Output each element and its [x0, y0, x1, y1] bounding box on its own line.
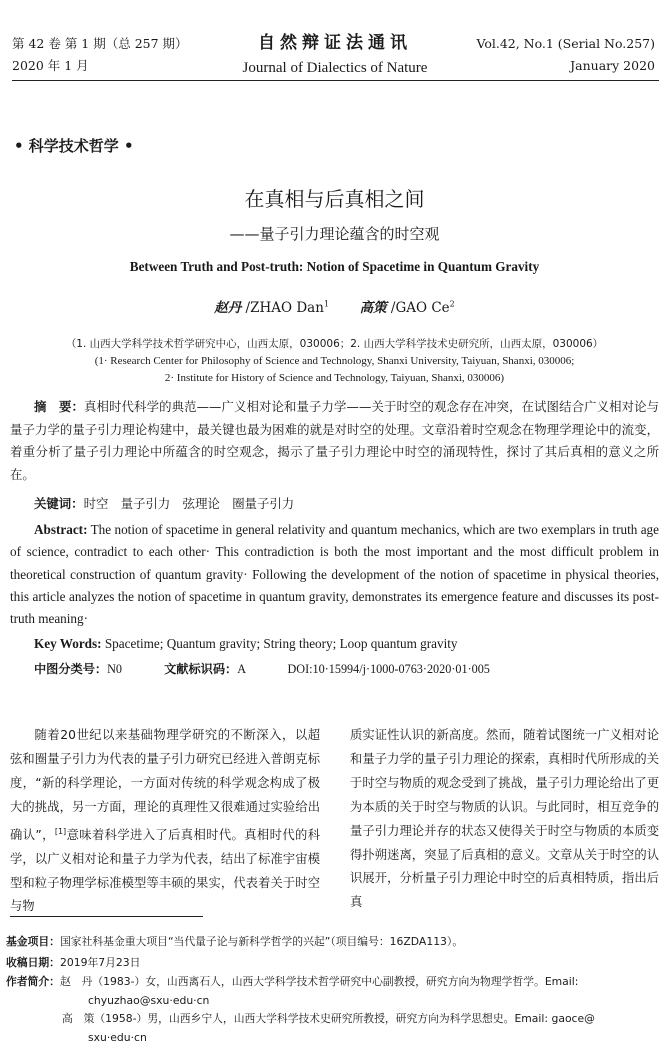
body-column-right: [350, 724, 659, 915]
clc-value: N0: [107, 662, 123, 676]
keywords-en-label: Key Words:: [34, 636, 102, 651]
title-en: Between Truth and Post-truth: Notion of Spacetime in Quantum Gravity: [129, 259, 540, 274]
keywords-cn-text: 时空 量子引力 弦理论 圈量子引力: [83, 496, 295, 511]
keywords-en: [34, 636, 458, 652]
abstract-en-text: The notion of spacetime in general relativity and quantum mechanics, which are two exemplars in truth age of science, contradict to each other· This contradiction is both the most important and the most difficult problem in theoretical construction of quantum gravity· Following the development of the notion of spacetime in physical theories, this article analyzes the notion of spacetime in quantum gravity, demonstrates its emergence feature and discusses its post-truth meaning·: [10, 522, 659, 627]
abstract-cn-label: 摘 要：: [34, 399, 85, 414]
keywords-cn: [34, 494, 294, 512]
bio-label: 作者简介：: [6, 975, 60, 988]
header-journal: [200, 32, 470, 78]
footnote-date: [6, 955, 659, 972]
body-column-left: [10, 724, 320, 919]
header-date: 2020 年 1 月: [12, 58, 89, 73]
fund-text: 国家社科基金重大项目“当代量子论与新科学哲学的兴起”（项目编号：16ZDA113）。: [59, 935, 464, 948]
body-left-text-a: 随着20世纪以来基础物理学研究的不断深入，以超弦和圈量子引力为代表的量子引力研究已经进入普朗克标度，“新的科学理论，一方面对传统的科学观念构成了极大的挑战，另一方面，理论的真理性又很难通过实验给出确认”，: [10, 728, 320, 842]
body-left-text-b: 意味着科学进入了后真相时代。真相时代的科学，以广义相对论和量子力学为代表，结出了标准宇宙模型和粒子物理学标准模型等丰硕的果实，代表着关于时空与物: [10, 827, 320, 914]
journal-name-en: Journal of Dialectics of Nature: [242, 60, 428, 76]
keywords-en-text: Spacetime; Quantum gravity; String theory; Loop quantum gravity: [104, 636, 458, 651]
abstract-cn: [10, 396, 659, 486]
author-1-cn: 赵丹: [214, 300, 242, 316]
doi: DOI:10·15994/j·1000-0763·2020·01·005: [287, 662, 490, 676]
section-label: • 科学技术哲学 •: [14, 137, 134, 155]
affiliation-cn: （1. 山西大学科学技术哲学研究中心，山西太原，030006；2. 山西大学科学技术史研究所，山西太原，030006）: [65, 338, 604, 350]
header-volume-en: Vol.42, No.1 (Serial No.257): [476, 36, 655, 51]
date-text: 2019年7月23日: [59, 956, 141, 969]
affiliation-en-2: 2· Institute for History of Science and Technology, Taiyuan, Shanxi, 030006): [164, 372, 505, 384]
title-cn: 在真相与后真相之间: [244, 187, 425, 211]
keywords-cn-label: 关键词：: [34, 496, 84, 511]
bio-1-email: chyuzhao@sxu·edu·cn: [88, 994, 210, 1007]
journal-logo: 自然辩证法通讯: [258, 33, 412, 53]
footnote-bio-1: [6, 974, 659, 991]
footnote-fund: [6, 934, 659, 951]
header-volume: 第 42 卷 第 1 期（总 257 期）: [12, 36, 188, 51]
body-right-text: 质实证性认识的新高度。然而，随着试图统一广义相对论和量子力学的量子引力理论的探索，真相时代所形成的关于时空与物质的观念受到了挑战，量子引力理论给出了更为本质的关于时空与物质的认识。与此同时，相互竞争的量子引力理论并存的状态又使得关于时空与物质的本质变得扑朔迷离，突显了后真相的意义。文章从关于时空的认识展开，分析量子引力理论中时空的后真相特质，指出后真: [350, 728, 659, 910]
clc-label: 中图分类号：: [34, 662, 108, 676]
doc-code-label: 文献标识码：: [164, 662, 238, 676]
abstract-en-label: Abstract:: [34, 522, 88, 537]
affiliation-en-1: (1· Research Center for Philosophy of Science and Technology, Shanxi University, Taiyuan, Shanxi, 030006;: [94, 355, 575, 367]
header-date-en: January 2020: [570, 58, 655, 73]
abstract-en: [10, 519, 659, 630]
doc-code-value: A: [237, 662, 246, 676]
author-2-sup: 2: [449, 299, 455, 309]
author-1-en: /ZHAO Dan: [245, 300, 324, 316]
author-1-sup: 1: [323, 299, 330, 309]
footnote-rule: [10, 916, 203, 917]
bio-2-text: 高 策（1958-）男，山西乡宁人，山西大学科学技术史研究所教授，研究方向为科学思想史。Email: gaoce@: [62, 1012, 595, 1025]
author-2-en: /GAO Ce: [390, 300, 450, 316]
fund-label: 基金项目：: [6, 935, 60, 948]
bio-1-text: 赵 丹（1983-）女，山西离石人，山西大学科学技术哲学研究中心副教授，研究方向为物理学哲学。Email:: [59, 975, 579, 988]
subtitle-cn: ——量子引力理论蕴含的时空观: [229, 225, 440, 243]
author-2-cn: 高策: [359, 300, 387, 316]
header-rule: [12, 80, 659, 81]
abstract-cn-text: 真相时代科学的典范——广义相对论和量子力学——关于时空的观念存在冲突，在试图结合广义相对论与量子力学的量子引力理论构建中，最关键也最为困难的就是对时空的处理。文章沿着时空观念在物理学理论中的流变，着重分析了量子引力理论中所蕴含的时空观念，揭示了量子引力理论中时空的涌现特性，探讨了其后真相的意义之所在。: [10, 399, 660, 482]
citation-1: [1]: [54, 826, 67, 836]
bio-2-email: sxu·edu·cn: [88, 1031, 147, 1044]
classification-line: [34, 660, 490, 677]
date-label: 收稿日期：: [6, 956, 60, 969]
authors: [0, 296, 669, 316]
